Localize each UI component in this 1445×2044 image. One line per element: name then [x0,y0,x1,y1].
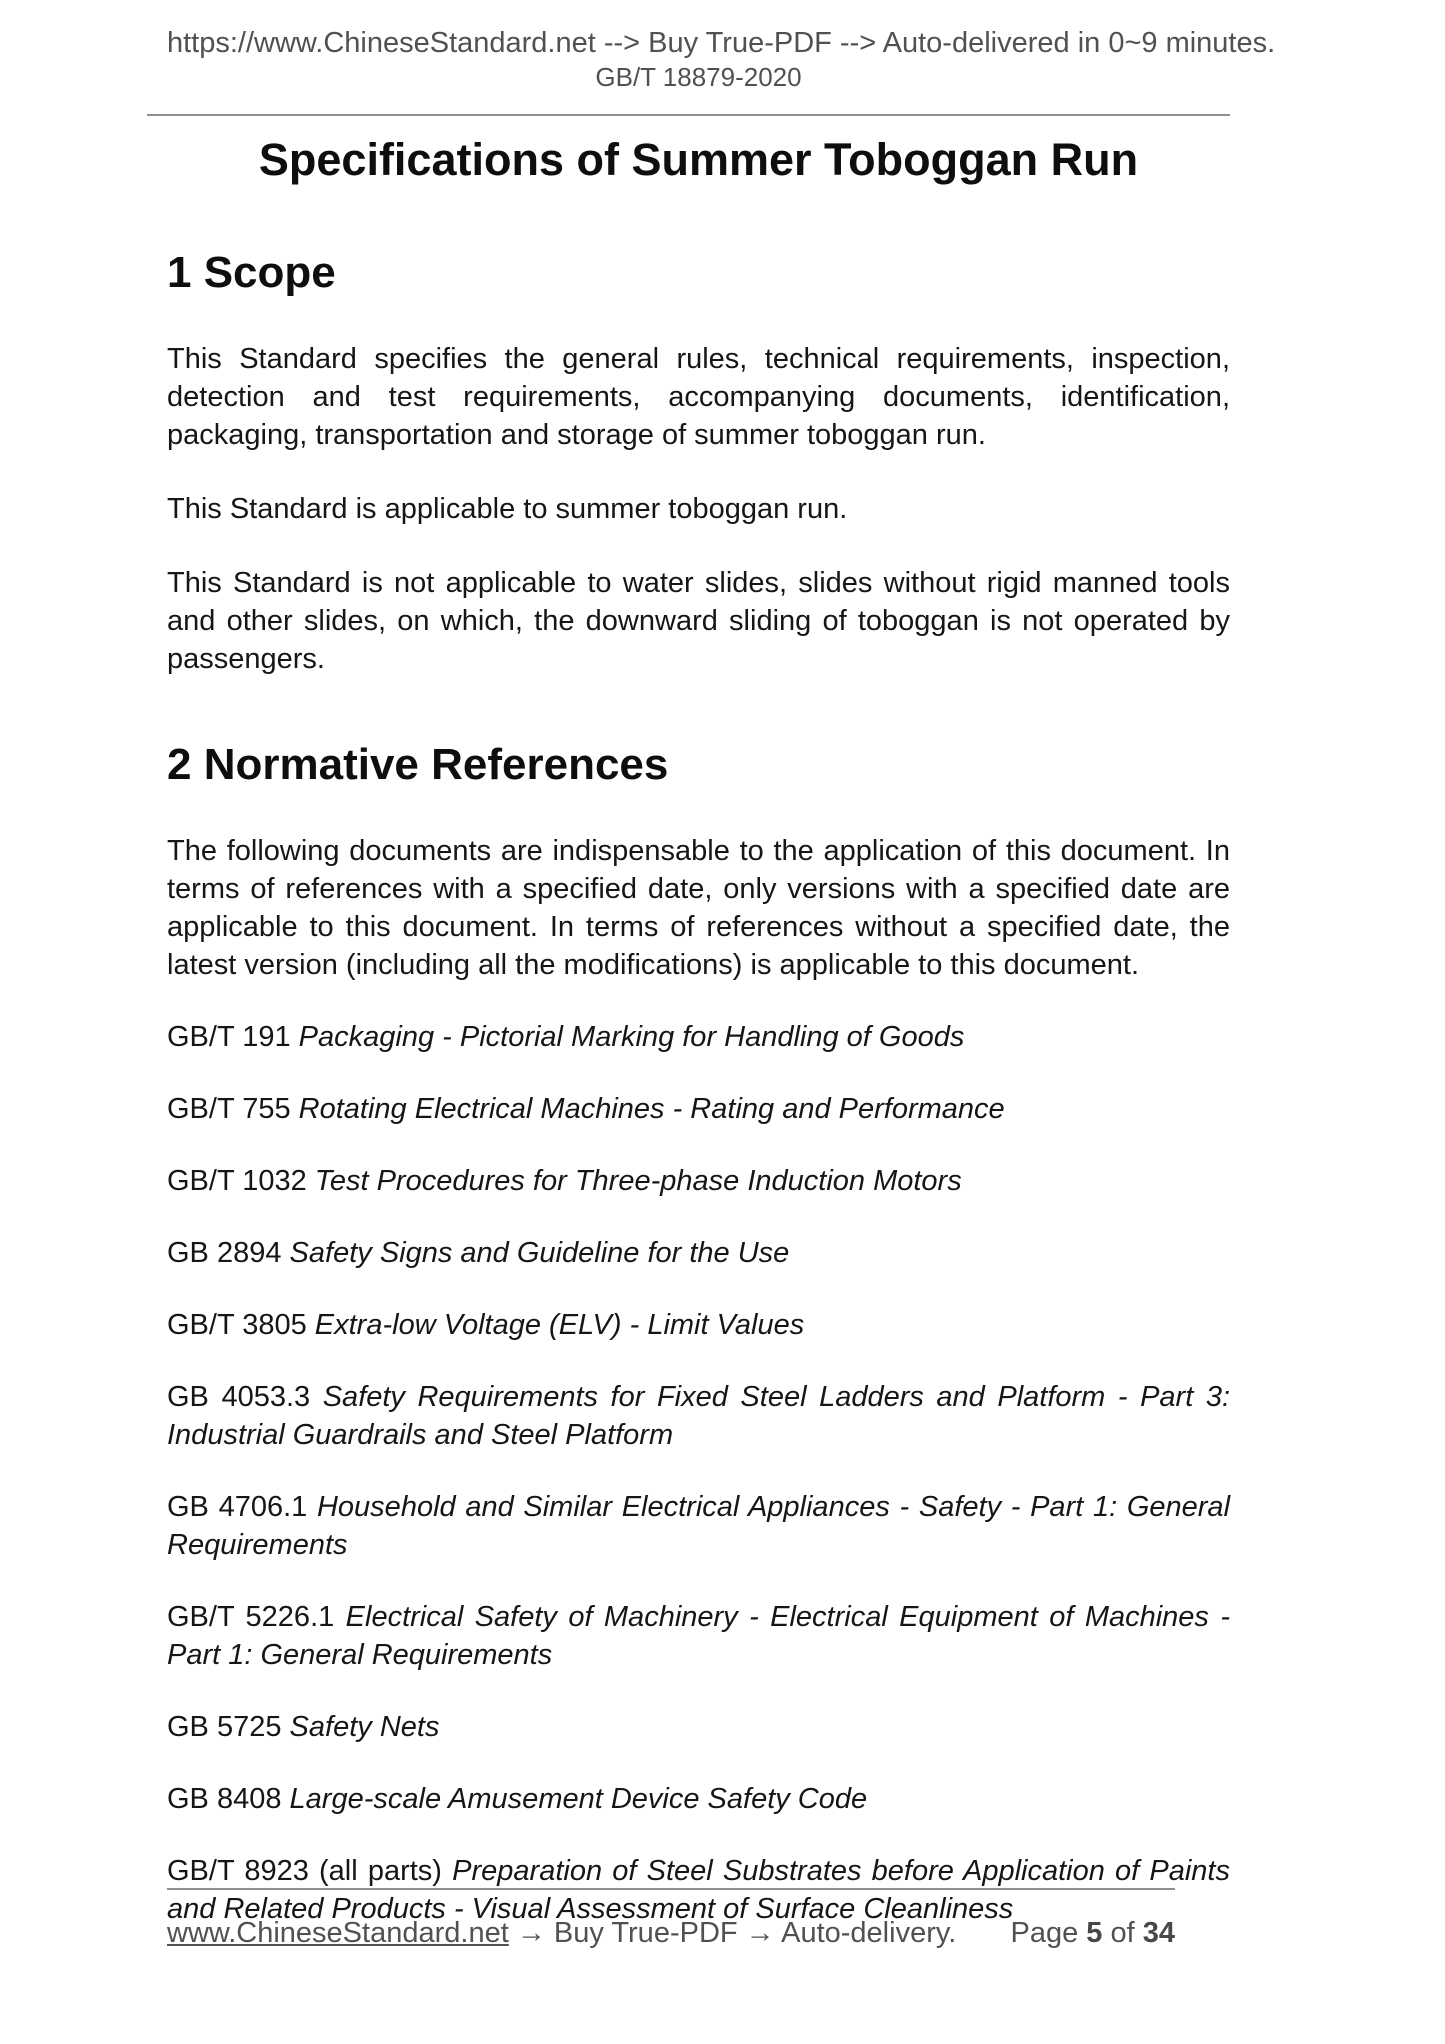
reference-item [167,1780,1230,1818]
reference-designation: GB 5725 [167,1711,282,1743]
reference-designation: GB/T 191 [167,1021,291,1053]
reference-item [167,1234,1230,1272]
reference-item [167,1378,1230,1454]
reference-item [167,1090,1230,1128]
reference-title: Test Procedures for Three-phase Induction Motors [314,1165,962,1197]
reference-item [167,1306,1230,1344]
footer-divider [167,1888,1175,1890]
reference-designation: GB 4706.1 [167,1491,308,1523]
reference-title: Electrical Safety of Machinery - Electrical Equipment of Machines - Part 1: General Requirements [167,1601,1230,1671]
footer-promo-text: → Buy True-PDF → Auto-delivery. [516,1917,957,1949]
reference-designation: GB 2894 [167,1237,282,1269]
reference-designation: GB 4053.3 [167,1381,311,1413]
reference-item [167,1018,1230,1056]
current-page-number: 5 [1086,1917,1103,1949]
reference-item [167,1488,1230,1564]
section-heading-scope: 1 Scope [167,248,336,297]
reference-designation: GB/T 8923 (all parts) [167,1855,442,1887]
reference-designation: GB/T 1032 [167,1165,307,1197]
footer-site-link[interactable]: www.ChineseStandard.net [167,1917,509,1949]
reference-title: Safety Nets [289,1711,440,1743]
footer-promo [167,1916,956,1950]
header-doc-number: GB/T 18879-2020 [595,62,802,92]
page-indicator [1010,1916,1175,1950]
section-heading-normative-references: 2 Normative References [167,740,669,789]
reference-title: Extra-low Voltage (ELV) - Limit Values [314,1309,805,1341]
document-title: Specifications of Summer Toboggan Run [258,134,1139,185]
reference-item [167,1162,1230,1200]
total-page-count: 34 [1142,1917,1175,1949]
header-divider [147,114,1230,116]
reference-title: Safety Requirements for Fixed Steel Ladders and Platform - Part 3: Industrial Guardrails and Steel Platform [167,1381,1231,1451]
reference-designation: GB/T 5226.1 [167,1601,335,1633]
reference-designation: GB/T 3805 [167,1309,307,1341]
reference-title: Household and Similar Electrical Appliances - Safety - Part 1: General Requirements [167,1491,1231,1561]
reference-title: Safety Signs and Guideline for the Use [289,1237,790,1269]
reference-item [167,1708,1230,1746]
page-word: Page [1010,1917,1079,1949]
header-url-line: https://www.ChineseStandard.net --> Buy True-PDF --> Auto-delivered in 0~9 minutes. [167,27,1276,59]
of-word: of [1110,1917,1135,1949]
page-footer [167,1888,1230,1950]
reference-title: Preparation of Steel Substrates before Application of Paints and Related Products - Visual Assessment of Surface Cleanliness [167,1855,1230,1925]
reference-designation: GB/T 755 [167,1093,291,1125]
reference-item [167,1598,1230,1674]
scope-paragraph: This Standard is applicable to summer toboggan run. [167,493,848,525]
reference-title: Large-scale Amusement Device Safety Code [289,1783,868,1815]
scope-paragraph: This Standard specifies the general rules, technical requirements, inspection, detection and test requirements, accompanying documents, identification, packaging, transportation and storage of summer toboggan run. [167,343,1230,451]
scope-paragraph: This Standard is not applicable to water slides, slides without rigid manned tools and other slides, on which, the downward sliding of toboggan is not operated by passengers. [167,567,1230,675]
reference-title: Packaging - Pictorial Marking for Handling of Goods [298,1021,965,1053]
normative-intro-paragraph: The following documents are indispensable to the application of this document. In terms of references with a specified date, only versions with a specified date are applicable to this document. In terms of references without a specified date, the latest version (including all the modifications) is applicable to this document. [167,835,1230,981]
reference-designation: GB 8408 [167,1783,282,1815]
reference-title: Rotating Electrical Machines - Rating and Performance [298,1093,1005,1125]
